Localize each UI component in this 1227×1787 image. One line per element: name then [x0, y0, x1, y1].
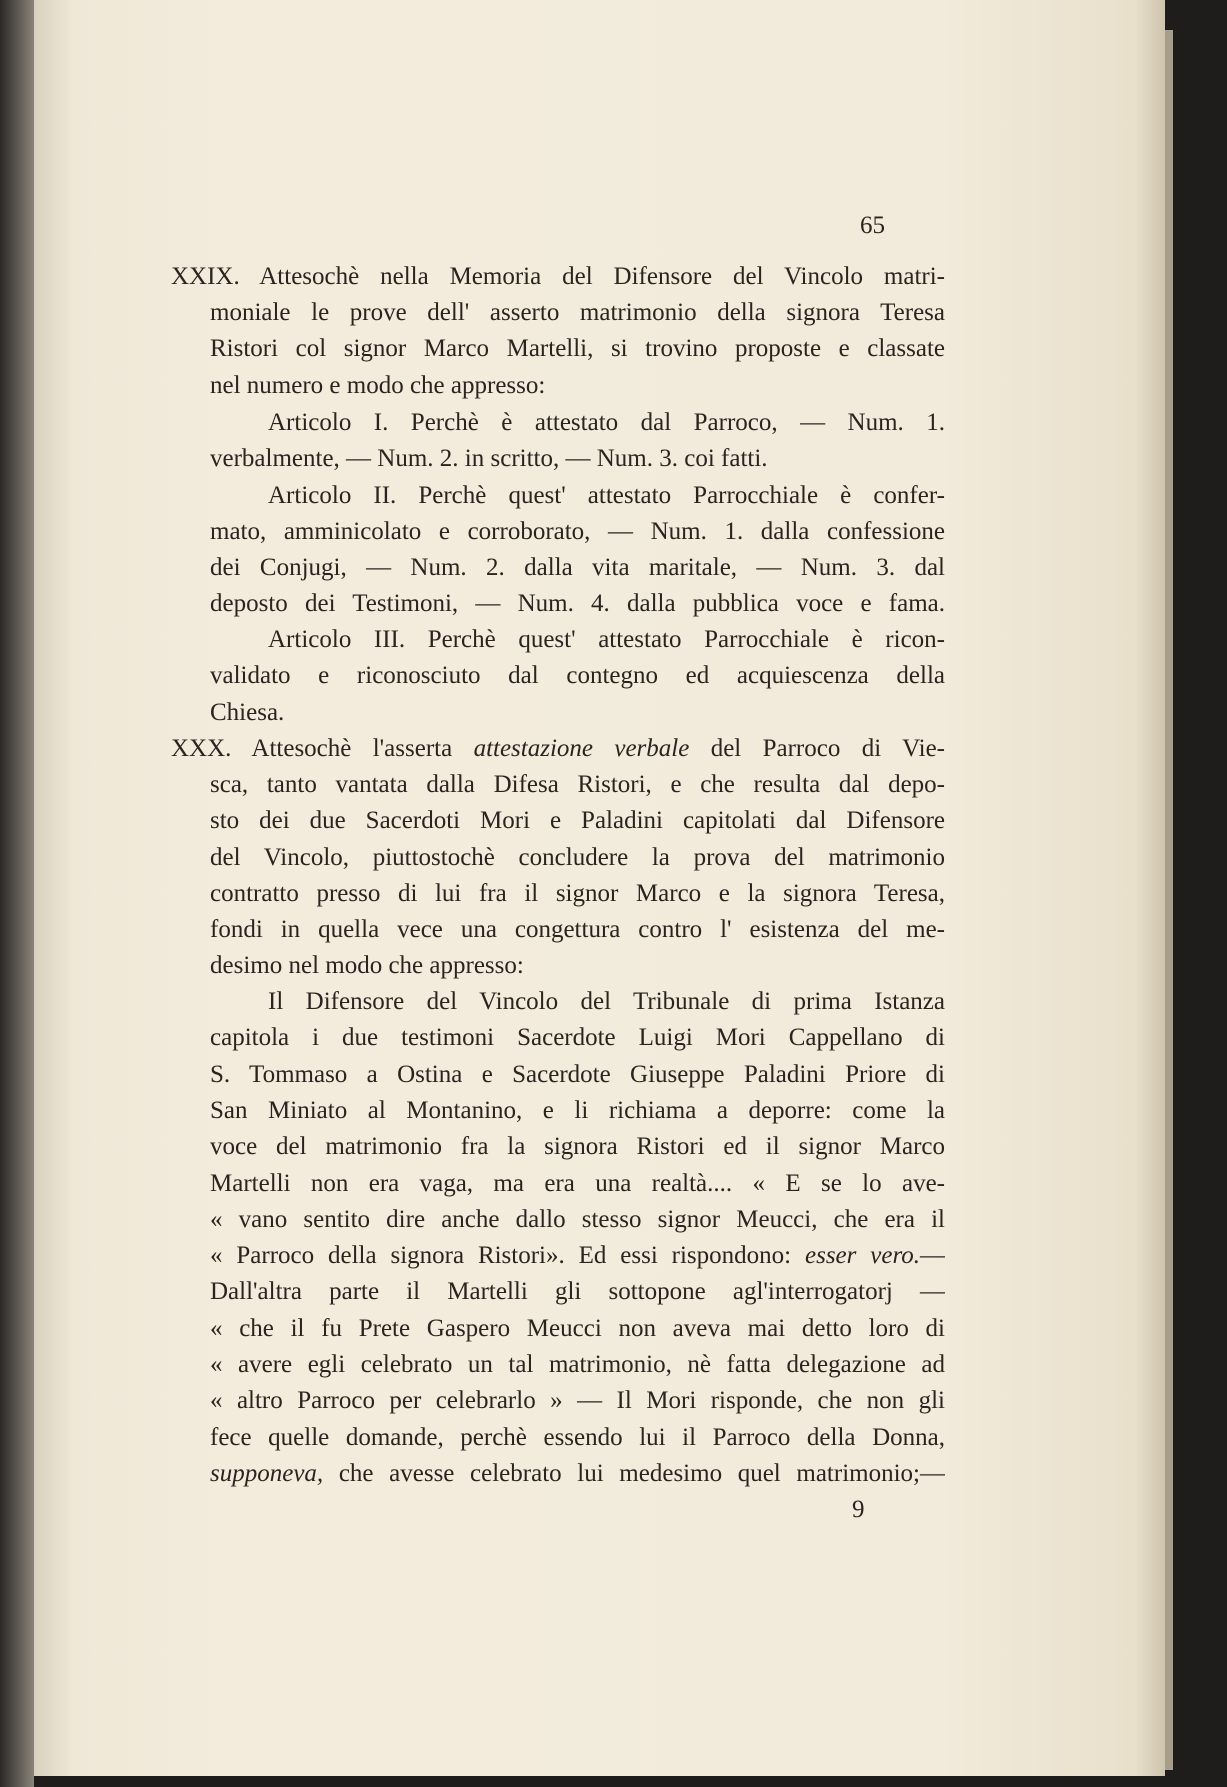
text-line: mato, amminicolato e corroborato, — Num. 1. dalla confessione: [210, 518, 945, 545]
text-line: moniale le prove dell' asserto matrimonio della signora Teresa: [210, 299, 945, 326]
text-line: fondi in quella vece una congettura contro l' esistenza del me-: [210, 916, 945, 943]
text-line: S. Tommaso a Ostina e Sacerdote Giuseppe Paladini Priore di: [210, 1061, 945, 1088]
text-line: « vano sentito dire anche dallo stesso signor Meucci, che era il: [210, 1206, 945, 1233]
text-line: « altro Parroco per celebrarlo » — Il Mori risponde, che non gli: [210, 1387, 945, 1414]
book-gutter: [0, 0, 34, 1787]
text-line: Ristori col signor Marco Martelli, si trovino proposte e classate: [210, 335, 945, 362]
text-line: capitola i due testimoni Sacerdote Luigi Mori Cappellano di: [210, 1024, 945, 1051]
text-segment: del Parroco di Vie-: [689, 735, 945, 762]
text-line: Chiesa.: [210, 699, 285, 726]
text-line: desimo nel modo che appresso:: [210, 952, 524, 979]
text-line: San Miniato al Montanino, e li richiama a deporre: come la: [210, 1097, 945, 1124]
text-line: XXIX. Attesochè nella Memoria del Difensore del Vincolo matri-: [171, 263, 945, 290]
italic-text: attestazione verbale: [473, 735, 690, 762]
text-segment: « Parroco della signora Ristori». Ed essi rispondono:: [210, 1242, 805, 1269]
text-line: Articolo I. Perchè è attestato dal Parroco, — Num. 1.: [268, 409, 945, 436]
text-line: validato e riconosciuto dal contegno ed acquiescenza della: [210, 662, 945, 689]
text-line: verbalmente, — Num. 2. in scritto, — Num. 3. coi fatti.: [210, 445, 768, 472]
text-line: Il Difensore del Vincolo del Tribunale di prima Istanza: [268, 988, 945, 1015]
text-line: sto dei due Sacerdoti Mori e Paladini capitolati dal Difensore: [210, 807, 945, 834]
text-line: sca, tanto vantata dalla Difesa Ristori, e che resulta dal depo-: [210, 771, 945, 798]
text-line: Martelli non era vaga, ma era una realtà.... « E se lo ave-: [210, 1170, 945, 1197]
text-line: Dall'altra parte il Martelli gli sottopone agl'interrogatorj —: [210, 1278, 945, 1305]
text-line: Articolo II. Perchè quest' attestato Parrocchiale è confer-: [268, 482, 945, 509]
text-line: « avere egli celebrato un tal matrimonio, nè fatta delegazione ad: [210, 1351, 945, 1378]
text-line: [210, 1238, 945, 1274]
text-segment: XXX. Attesochè l'asserta: [171, 735, 474, 762]
signature-mark: 9: [852, 1496, 865, 1523]
text-line: fece quelle domande, perchè essendo lui il Parroco della Donna,: [210, 1424, 945, 1451]
text-line: nel numero e modo che appresso:: [210, 372, 546, 399]
text-line: « che il fu Prete Gaspero Meucci non aveva mai detto loro di: [210, 1315, 945, 1342]
text-line: [210, 1456, 945, 1492]
italic-text: esser vero.: [805, 1242, 921, 1269]
page-number: 65: [860, 212, 885, 239]
text-line: contratto presso di lui fra il signor Marco e la signora Teresa,: [210, 880, 945, 907]
text-segment: —: [920, 1242, 945, 1269]
text-line: voce del matrimonio fra la signora Ristori ed il signor Marco: [210, 1133, 945, 1160]
text-segment: che avesse celebrato lui medesimo quel matrimonio;—: [323, 1460, 945, 1487]
text-line: deposto dei Testimoni, — Num. 4. dalla pubblica voce e fama.: [210, 590, 945, 617]
text-line: [171, 731, 945, 767]
page-edge: [1165, 30, 1173, 1770]
italic-text: supponeva,: [210, 1460, 324, 1487]
text-line: Articolo III. Perchè quest' attestato Parrocchiale è ricon-: [268, 626, 945, 653]
text-line: dei Conjugi, — Num. 2. dalla vita maritale, — Num. 3. dal: [210, 554, 945, 581]
text-line: del Vincolo, piuttostochè concludere la prova del matrimonio: [210, 844, 945, 871]
